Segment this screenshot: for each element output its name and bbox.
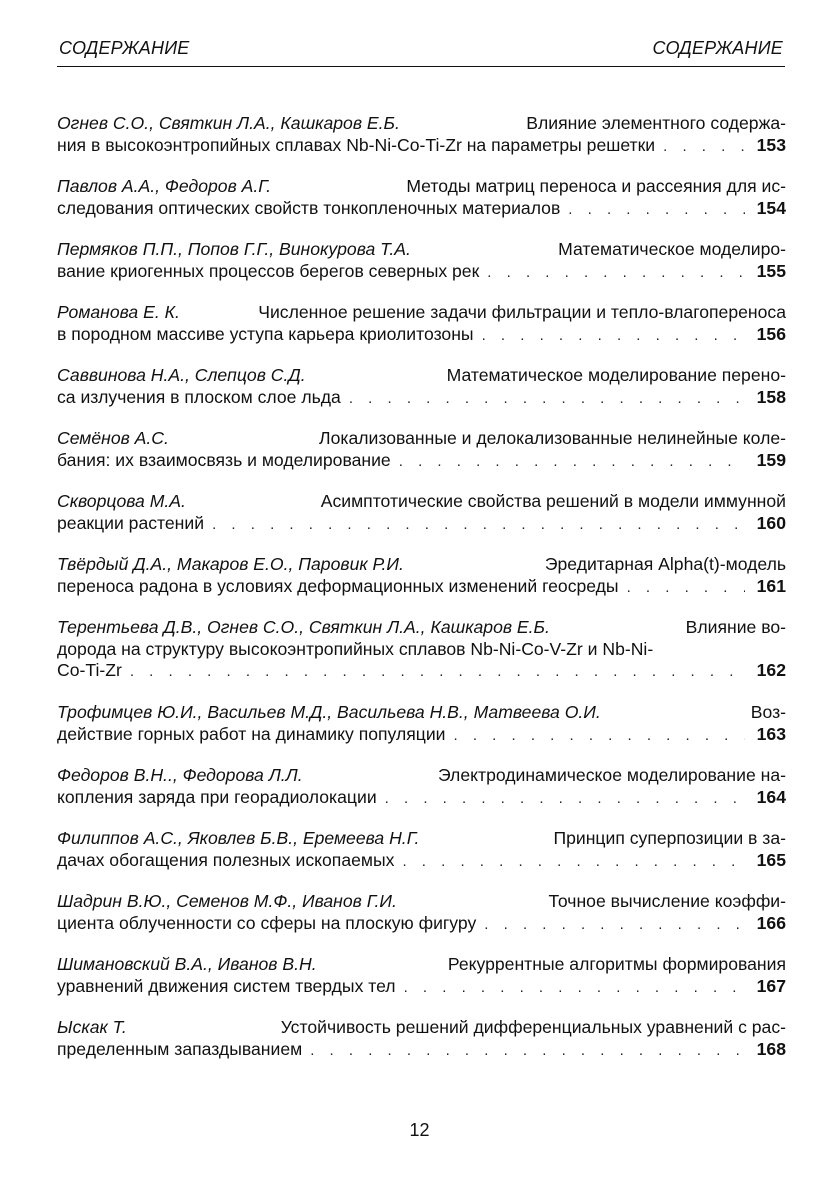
toc-entry-line: [57, 261, 786, 284]
toc-entry-line: [57, 639, 786, 661]
toc-entry[interactable]: [57, 554, 786, 617]
toc-page-number[interactable]: 153: [756, 134, 786, 155]
toc-entry-line: [57, 976, 786, 999]
toc-entry-line: [57, 365, 786, 387]
toc-title-tail: Co-Ti-Zr: [57, 660, 122, 680]
toc-entry-line: [57, 954, 786, 976]
toc-authors: Саввинова Н.А., Слепцов С.Д.: [57, 365, 306, 385]
toc-entry-line: [57, 239, 786, 261]
toc-authors: Павлов А.А., Федоров А.Г.: [57, 176, 271, 196]
toc-title-tail: в породном массиве уступа карьера криолитозоны: [57, 323, 474, 344]
toc-entry-line: [57, 828, 786, 850]
toc-page-number[interactable]: 164: [756, 786, 786, 807]
leader-dots: [453, 725, 744, 747]
toc-authors: Скворцова М.А.: [57, 491, 186, 511]
toc-entry[interactable]: [57, 702, 786, 765]
toc-entry-line: [57, 617, 786, 639]
toc-entry-line: [57, 850, 786, 873]
toc-entry-line: [57, 302, 786, 324]
toc-title: Рекуррентные алгоритмы формирования: [447, 954, 786, 974]
running-header: [57, 36, 785, 67]
toc-entry-line: [57, 891, 786, 913]
toc-authors: Семёнов А.С.: [57, 428, 169, 448]
toc-page-number[interactable]: 161: [756, 575, 786, 596]
toc-page-number[interactable]: 159: [756, 449, 786, 470]
toc-page-number[interactable]: 167: [756, 975, 786, 996]
leader-dots: [130, 661, 745, 683]
toc-entry-line: [57, 660, 786, 683]
toc-title-tail: ния в высокоэнтропийных сплавах Nb-Ni-Co-Ti-Zr на параметры решетки: [57, 134, 656, 155]
toc-title-tail: са излучения в плоском слое льда: [57, 386, 341, 407]
toc-title-tail: следования оптических свойств тонкопленочных материалов: [57, 197, 561, 218]
toc-title-tail: вание криогенных процессов берегов северных рек: [57, 260, 480, 281]
toc-entry-line: [57, 576, 786, 599]
toc-entry-line: [57, 135, 786, 158]
toc-entry-line: [57, 724, 786, 747]
leader-dots: [212, 514, 745, 536]
toc-title-tail: переноса радона в условиях деформационных изменений геосреды: [57, 575, 619, 596]
toc-entry[interactable]: [57, 428, 786, 491]
toc-entry[interactable]: [57, 239, 786, 302]
toc-title: Математическое моделиро-: [558, 239, 786, 259]
leader-dots: [487, 262, 744, 284]
toc-title: Электродинамическое моделирование на-: [438, 765, 786, 785]
toc-title: Асимптотические свойства решений в модели иммунной: [320, 491, 786, 511]
header-right: СОДЕРЖАНИЕ: [652, 38, 783, 58]
leader-dots: [663, 136, 745, 158]
toc-title: Влияние во-: [685, 617, 786, 637]
toc-page-number[interactable]: 165: [756, 849, 786, 870]
toc-entry[interactable]: [57, 828, 786, 891]
toc-authors: Терентьева Д.В., Огнев С.О., Святкин Л.А., Кашкаров Е.Б.: [57, 617, 550, 637]
leader-dots: [482, 325, 745, 347]
toc-page-number[interactable]: 162: [756, 660, 786, 680]
toc-page-number[interactable]: 160: [756, 512, 786, 533]
toc-page-number[interactable]: 168: [756, 1038, 786, 1059]
toc-entry-line: [57, 113, 786, 135]
toc-entry[interactable]: [57, 765, 786, 828]
toc-authors: Огнев С.О., Святкин Л.А., Кашкаров Е.Б.: [57, 113, 400, 133]
toc-authors: Шадрин В.Ю., Семенов М.Ф., Иванов Г.И.: [57, 891, 397, 911]
toc-entry-line: [57, 450, 786, 473]
toc-entry-line: [57, 387, 786, 410]
toc-page-number[interactable]: 156: [756, 323, 786, 344]
leader-dots: [402, 851, 744, 873]
toc-page-number[interactable]: 155: [756, 260, 786, 281]
toc-title-tail: дачах обогащения полезных ископаемых: [57, 849, 395, 870]
toc-entry-line: [57, 324, 786, 347]
toc-page-number[interactable]: 154: [756, 197, 786, 218]
leader-dots: [568, 199, 744, 221]
toc-title: Эредитарная Alpha(t)-модель: [544, 554, 786, 574]
toc-authors: Пермяков П.П., Попов Г.Г., Винокурова Т.А.: [57, 239, 411, 259]
toc-entry-line: [57, 428, 786, 450]
toc-entry[interactable]: [57, 1017, 786, 1080]
toc-authors: Шимановский В.А., Иванов В.Н.: [57, 954, 317, 974]
toc-authors: Твёрдый Д.А., Макаров Е.О., Паровик Р.И.: [57, 554, 404, 574]
toc-entry[interactable]: [57, 954, 786, 1017]
toc-entry-line: [57, 513, 786, 536]
toc-entry-line: [57, 913, 786, 936]
toc-entry-line: [57, 702, 786, 724]
leader-dots: [627, 577, 745, 599]
toc-page-number[interactable]: 166: [756, 912, 786, 933]
toc-authors: Романова Е. К.: [57, 302, 180, 322]
toc-entry-line: [57, 1039, 786, 1062]
leader-dots: [310, 1040, 744, 1062]
table-of-contents: [57, 113, 786, 1080]
leader-dots: [399, 451, 745, 473]
toc-title-tail: пределенным запаздыванием: [57, 1038, 303, 1059]
toc-title: Методы матриц переноса и рассеяния для ис-: [406, 176, 786, 196]
toc-title: Принцип суперпозиции в за-: [553, 828, 786, 848]
toc-page-number[interactable]: 158: [756, 386, 786, 407]
toc-authors: Ыскак Т.: [57, 1017, 127, 1037]
toc-entry-line: [57, 198, 786, 221]
toc-title: Влияние элементного содержа-: [526, 113, 786, 133]
toc-entry-line: [57, 491, 786, 513]
toc-title: Численное решение задачи фильтрации и тепло-влагопереноса: [258, 302, 786, 322]
toc-title: Локализованные и делокализованные нелинейные коле-: [319, 428, 786, 448]
toc-entry-line: [57, 1017, 786, 1039]
toc-entry-line: [57, 176, 786, 198]
toc-title-tail: реакции растений: [57, 512, 205, 533]
toc-authors: Трофимцев Ю.И., Васильев М.Д., Васильева Н.В., Матвеева О.И.: [57, 702, 601, 722]
toc-entry[interactable]: [57, 176, 786, 239]
toc-title-tail: циента облученности со сферы на плоскую фигуру: [57, 912, 477, 933]
header-left: СОДЕРЖАНИЕ: [59, 38, 190, 58]
toc-entry-line: [57, 765, 786, 787]
toc-page-number[interactable]: 163: [756, 723, 786, 744]
toc-title-tail: бания: их взаимосвязь и моделирование: [57, 449, 391, 470]
toc-entry[interactable]: [57, 365, 786, 428]
toc-title: Воз-: [750, 702, 786, 722]
toc-authors: Филиппов А.С., Яковлев Б.В., Еремеева Н.Г.: [57, 828, 420, 848]
toc-entry[interactable]: [57, 113, 786, 176]
toc-title: Точное вычисление коэффи-: [548, 891, 786, 911]
leader-dots: [484, 914, 744, 936]
toc-title-tail: уравнений движения систем твердых тел: [57, 975, 396, 996]
leader-dots: [404, 977, 745, 999]
toc-entry[interactable]: [57, 617, 786, 702]
toc-entry-line: [57, 554, 786, 576]
toc-entry[interactable]: [57, 491, 786, 554]
toc-authors: Федоров В.Н.., Федорова Л.Л.: [57, 765, 303, 785]
toc-entry-line: [57, 787, 786, 810]
leader-dots: [349, 388, 745, 410]
toc-entry[interactable]: [57, 891, 786, 954]
page-number: 12: [409, 1120, 430, 1140]
leader-dots: [385, 788, 745, 810]
toc-title-tail: копления заряда при георадиолокации: [57, 786, 377, 807]
toc-title-tail: действие горных работ на динамику популяции: [57, 723, 446, 744]
toc-entry[interactable]: [57, 302, 786, 365]
toc-title: Математическое моделирование перено-: [446, 365, 786, 385]
toc-title: Устойчивость решений дифференциальных уравнений с рас-: [280, 1017, 786, 1037]
toc-title-middle: дорода на структуру высокоэнтропийных сплавов Nb-Ni-Co-V-Zr и Nb-Ni-: [57, 638, 654, 659]
